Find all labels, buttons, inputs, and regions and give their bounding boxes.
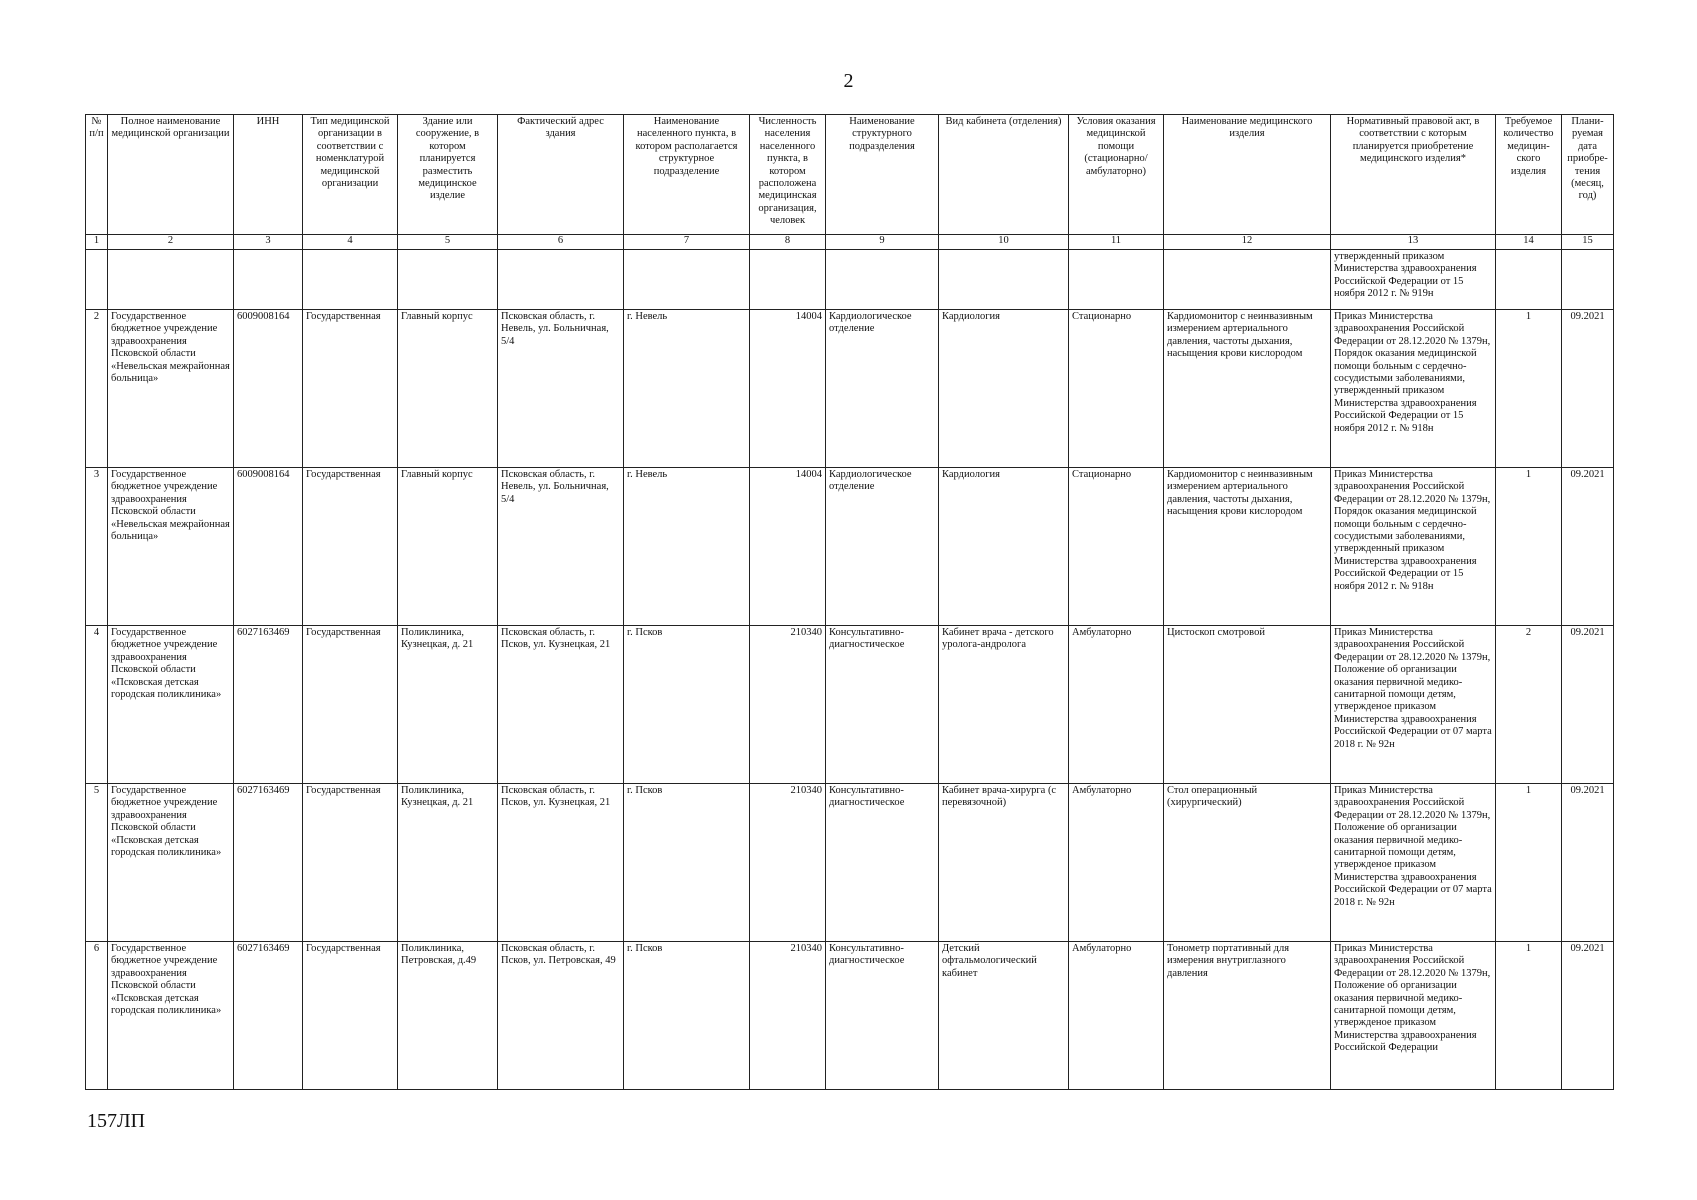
table-cell xyxy=(234,250,303,310)
column-header: Полное наименование медицинской организации xyxy=(108,115,234,235)
regulation-cell: Приказ Министерства здравоохранения Российской Федерации от 28.12.2020 № 1379н, Положение об организации оказания первичной медико-санитарной помощи детям, утвержденое приказом Министерства здравоохранения Российской Федерации от 07 марта 2018 г. № 92н xyxy=(1331,626,1496,784)
address: Псковская область, г. Невель, ул. Больничная, 5/4 xyxy=(498,310,624,468)
cabinet-type: Детский офтальмологический кабинет xyxy=(939,942,1069,1090)
header-row xyxy=(86,115,1614,235)
table-cell xyxy=(398,250,498,310)
column-number: 8 xyxy=(750,235,826,250)
table-cell xyxy=(750,250,826,310)
table-cell xyxy=(303,250,398,310)
quantity: 1 xyxy=(1496,468,1562,626)
table-cell xyxy=(86,250,108,310)
planned-date: 09.2021 xyxy=(1562,784,1614,942)
column-number: 15 xyxy=(1562,235,1614,250)
cabinet-type: Кардиология xyxy=(939,310,1069,468)
population: 14004 xyxy=(750,468,826,626)
column-header: Плани-руемая дата приобре-тения (месяц, год) xyxy=(1562,115,1614,235)
table-cell xyxy=(1164,250,1331,310)
table-cell xyxy=(826,250,939,310)
locality: г. Псков xyxy=(624,626,750,784)
table-cell xyxy=(498,250,624,310)
table-cell xyxy=(624,250,750,310)
population: 210340 xyxy=(750,626,826,784)
regulation-cell: утвержденный приказом Министерства здравоохранения Российской Федерации от 15 ноября 2012 г. № 919н xyxy=(1331,250,1496,310)
population: 14004 xyxy=(750,310,826,468)
column-header: Наименование медицинского изделия xyxy=(1164,115,1331,235)
inn-cell: 6027163469 xyxy=(234,626,303,784)
quantity: 1 xyxy=(1496,942,1562,1090)
device-name: Кардиомонитор с неинвазивным измерением артериального давления, частоты дыхания, насыщения крови кислородом xyxy=(1164,310,1331,468)
column-header: Нормативный правовой акт, в соответствии с которым планируется приобретение медицинского изделия* xyxy=(1331,115,1496,235)
planned-date: 09.2021 xyxy=(1562,626,1614,784)
column-header: Условия оказания медицинской помощи (стационарно/ амбулаторно) xyxy=(1069,115,1164,235)
column-header: ИНН xyxy=(234,115,303,235)
table-cell xyxy=(108,250,234,310)
row-number: 5 xyxy=(86,784,108,942)
care-conditions: Амбулаторно xyxy=(1069,942,1164,1090)
address: Псковская область, г. Псков, ул. Петровская, 49 xyxy=(498,942,624,1090)
org-type: Государственная xyxy=(303,626,398,784)
inn-cell: 6009008164 xyxy=(234,468,303,626)
table-row xyxy=(86,784,1614,942)
inn-cell: 6009008164 xyxy=(234,310,303,468)
column-header: Вид кабинета (отделения) xyxy=(939,115,1069,235)
department: Консультативно-диагностическое xyxy=(826,942,939,1090)
column-number: 12 xyxy=(1164,235,1331,250)
column-header: Тип медицинской организации в соответствии с номенклатурой медицинской организации xyxy=(303,115,398,235)
regulation-cell: Приказ Министерства здравоохранения Российской Федерации от 28.12.2020 № 1379н, Порядок оказания медицинской помощи больным с сердечно-сосудистыми заболеваниями, утвержденный приказом Министерства здравоохранения Российской Федерации от 15 ноября 2012 г. № 918н xyxy=(1331,468,1496,626)
column-number: 1 xyxy=(86,235,108,250)
column-header: Фактический адрес здания xyxy=(498,115,624,235)
care-conditions: Амбулаторно xyxy=(1069,626,1164,784)
device-name: Тонометр портативный для измерения внутриглазного давления xyxy=(1164,942,1331,1090)
inn-cell: 6027163469 xyxy=(234,942,303,1090)
building: Поликлиника, Петровская, д.49 xyxy=(398,942,498,1090)
care-conditions: Стационарно xyxy=(1069,310,1164,468)
org-type: Государственная xyxy=(303,468,398,626)
device-name: Стол операционный (хирургический) xyxy=(1164,784,1331,942)
locality: г. Псков xyxy=(624,942,750,1090)
cabinet-type: Кабинет врача - детского уролога-андролога xyxy=(939,626,1069,784)
row-number: 3 xyxy=(86,468,108,626)
department: Кардиологическое отделение xyxy=(826,468,939,626)
device-name: Кардиомонитор с неинвазивным измерением артериального давления, частоты дыхания, насыщения крови кислородом xyxy=(1164,468,1331,626)
column-number: 6 xyxy=(498,235,624,250)
organization-name: Государственное бюджетное учреждение здравоохранения Псковской области «Невельская межрайонная больница» xyxy=(108,468,234,626)
regulation-cell: Приказ Министерства здравоохранения Российской Федерации от 28.12.2020 № 1379н, Порядок оказания медицинской помощи больным с сердечно-сосудистыми заболеваниями, утвержденный приказом Министерства здравоохранения Российской Федерации от 15 ноября 2012 г. № 918н xyxy=(1331,310,1496,468)
row-number: 6 xyxy=(86,942,108,1090)
column-number: 9 xyxy=(826,235,939,250)
column-header: Численность населения населенного пункта, в котором расположена медицинская организация, человек xyxy=(750,115,826,235)
care-conditions: Стационарно xyxy=(1069,468,1164,626)
locality: г. Невель xyxy=(624,468,750,626)
planned-date: 09.2021 xyxy=(1562,468,1614,626)
column-number: 7 xyxy=(624,235,750,250)
cabinet-type: Кабинет врача-хирурга (с перевязочной) xyxy=(939,784,1069,942)
continuation-row xyxy=(86,250,1614,310)
column-number: 2 xyxy=(108,235,234,250)
planned-date: 09.2021 xyxy=(1562,942,1614,1090)
table-row xyxy=(86,626,1614,784)
org-type: Государственная xyxy=(303,310,398,468)
department: Консультативно-диагностическое xyxy=(826,784,939,942)
org-type: Государственная xyxy=(303,942,398,1090)
table-row xyxy=(86,310,1614,468)
table-cell xyxy=(1069,250,1164,310)
equipment-table xyxy=(85,114,1614,1090)
building: Главный корпус xyxy=(398,468,498,626)
column-number: 13 xyxy=(1331,235,1496,250)
quantity: 1 xyxy=(1496,784,1562,942)
quantity: 1 xyxy=(1496,310,1562,468)
department: Консультативно-диагностическое xyxy=(826,626,939,784)
inn-cell: 6027163469 xyxy=(234,784,303,942)
footer-code: 157ЛП xyxy=(87,1110,146,1132)
table-cell xyxy=(939,250,1069,310)
regulation-cell: Приказ Министерства здравоохранения Российской Федерации от 28.12.2020 № 1379н, Положение об организации оказания первичной медико-санитарной помощи детям, утвержденое приказом Министерства здравоохранения Российской Федерации xyxy=(1331,942,1496,1090)
planned-date: 09.2021 xyxy=(1562,310,1614,468)
address: Псковская область, г. Псков, ул. Кузнецкая, 21 xyxy=(498,626,624,784)
column-header: № п/п xyxy=(86,115,108,235)
address: Псковская область, г. Невель, ул. Больничная, 5/4 xyxy=(498,468,624,626)
row-number: 2 xyxy=(86,310,108,468)
column-header: Наименование населенного пункта, в котором располагается структурное подразделение xyxy=(624,115,750,235)
device-name: Цистоскоп смотровой xyxy=(1164,626,1331,784)
building: Поликлиника, Кузнецкая, д. 21 xyxy=(398,626,498,784)
org-type: Государственная xyxy=(303,784,398,942)
column-header: Наименование структурного подразделения xyxy=(826,115,939,235)
quantity: 2 xyxy=(1496,626,1562,784)
organization-name: Государственное бюджетное учреждение здравоохранения Псковской области «Псковская детская городская поликлиника» xyxy=(108,942,234,1090)
column-number: 3 xyxy=(234,235,303,250)
locality: г. Невель xyxy=(624,310,750,468)
table-cell xyxy=(1496,250,1562,310)
page-number: 2 xyxy=(843,70,854,92)
table-row xyxy=(86,942,1614,1090)
table-cell xyxy=(1562,250,1614,310)
column-header: Здание или сооружение, в котором планируется разместить медицинское изделие xyxy=(398,115,498,235)
population: 210340 xyxy=(750,942,826,1090)
row-number: 4 xyxy=(86,626,108,784)
building: Поликлиника, Кузнецкая, д. 21 xyxy=(398,784,498,942)
cabinet-type: Кардиология xyxy=(939,468,1069,626)
locality: г. Псков xyxy=(624,784,750,942)
organization-name: Государственное бюджетное учреждение здравоохранения Псковской области «Невельская межрайонная больница» xyxy=(108,310,234,468)
column-number: 14 xyxy=(1496,235,1562,250)
organization-name: Государственное бюджетное учреждение здравоохранения Псковской области «Псковская детская городская поликлиника» xyxy=(108,626,234,784)
column-number: 10 xyxy=(939,235,1069,250)
table-row xyxy=(86,468,1614,626)
column-number: 11 xyxy=(1069,235,1164,250)
building: Главный корпус xyxy=(398,310,498,468)
column-number: 5 xyxy=(398,235,498,250)
column-number: 4 xyxy=(303,235,398,250)
column-number-row xyxy=(86,235,1614,250)
regulation-cell: Приказ Министерства здравоохранения Российской Федерации от 28.12.2020 № 1379н, Положение об организации оказания первичной медико-санитарной помощи детям, утвержденое приказом Министерства здравоохранения Российской Федерации от 07 марта 2018 г. № 92н xyxy=(1331,784,1496,942)
population: 210340 xyxy=(750,784,826,942)
organization-name: Государственное бюджетное учреждение здравоохранения Псковской области «Псковская детская городская поликлиника» xyxy=(108,784,234,942)
department: Кардиологическое отделение xyxy=(826,310,939,468)
address: Псковская область, г. Псков, ул. Кузнецкая, 21 xyxy=(498,784,624,942)
care-conditions: Амбулаторно xyxy=(1069,784,1164,942)
column-header: Требуемое количество медицин-ского изделия xyxy=(1496,115,1562,235)
